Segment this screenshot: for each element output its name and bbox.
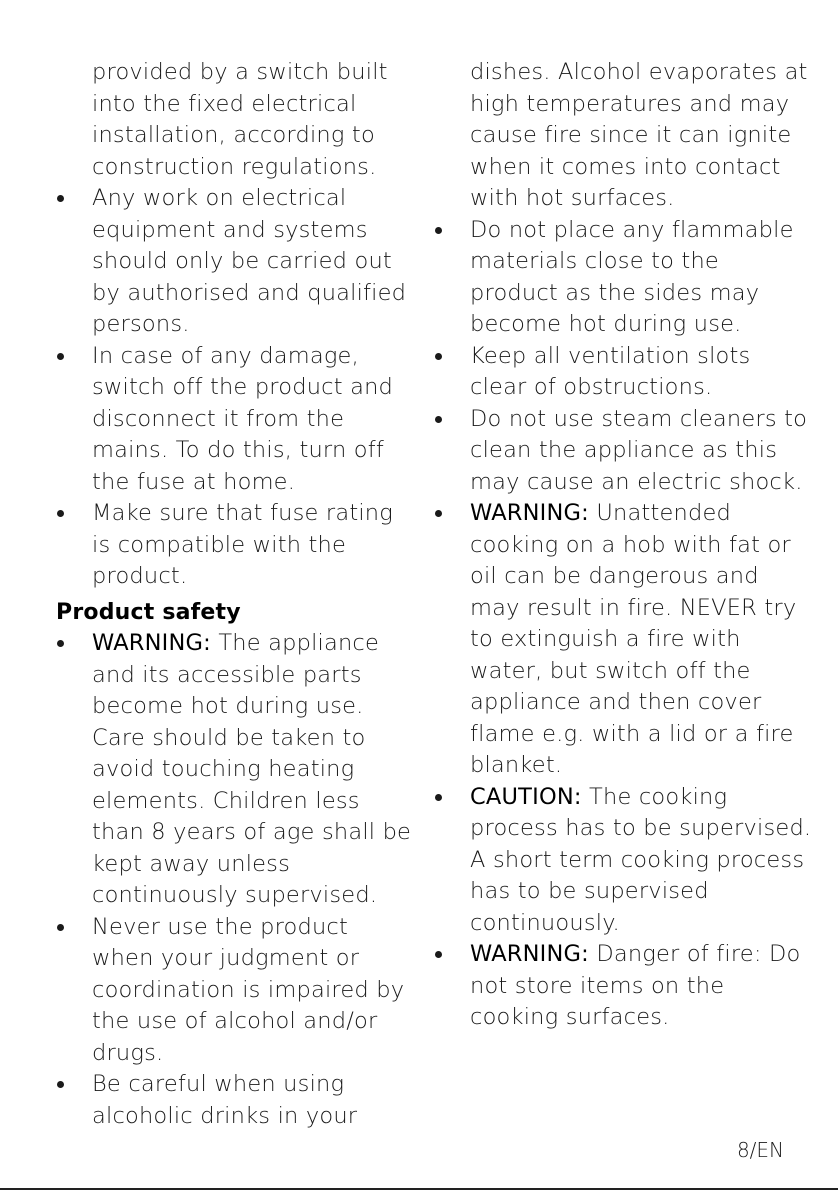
bullet-icon [56,183,93,215]
bullet-icon [56,341,93,373]
list-item [434,341,814,404]
list-item-text: In case of any damage, switch off the product and disconnect it from the mains. To do this, turn off the fuse at home. [92,342,394,495]
list-item-text: Unattended cooking on a hob with fat or oil can be dangerous and may result in fire. NEVER try to extinguish a fire with water, but switch off the appliance and then cover flame e.g. with a lid or a fire blanket. [470,500,797,778]
list-item [56,1069,416,1132]
bullet-icon [56,1069,93,1101]
bullet-icon [434,498,471,530]
list-item-text: Be careful when using alcoholic drinks in your [92,1071,358,1129]
list-item [434,939,814,1034]
list-item [434,782,814,940]
right-column [434,57,814,1034]
list-item [56,628,416,912]
bottom-rule [0,1188,838,1190]
left-column [56,57,416,1132]
list-item-text: Do not use steam cleaners to clean the appliance as this may cause an electric shock. [470,405,808,495]
list-item [434,498,814,782]
list-item [56,341,416,499]
caution-keyword: CAUTION: [470,783,582,810]
bullet-icon [434,341,471,373]
list-item-text: Never use the product when your judgment or coordination is impaired by the use of alcohol and/or drugs. [92,913,405,1066]
list-item-text: The appliance and its accessible parts become hot during use. Care should be taken to avoid touching heating elements. Children less than 8 years of age shall be kept away unless continuously supervised. [92,630,412,908]
bullet-icon [56,912,93,944]
page-number: 8/EN [736,1138,784,1162]
list-item [56,183,416,341]
list-item [56,912,416,1070]
intro-paragraph: dishes. Alcohol evaporates at high temperatures and may cause fire since it can ignite when it comes into contact with hot surfaces. [470,59,808,211]
bullet-icon [434,215,471,247]
bullet-icon [56,498,93,530]
list-item-text: Any work on electrical equipment and systems should only be carried out by authorised and qualified persons. [92,185,407,337]
bullet-icon [434,782,471,814]
section-heading: Product safety [56,599,241,625]
list-item [434,404,814,499]
list-item-text: The cooking process has to be supervised. A short term cooking process has to be supervised continuously. [470,783,812,936]
list-item-text: Do not place any flammable materials close to the product as the sides may become hot during use. [470,216,794,337]
warning-keyword: WARNING: [92,630,211,656]
bullet-icon [56,628,93,660]
list-item [434,215,814,341]
bullet-icon [434,404,471,436]
intro-paragraph: provided by a switch built into the fixed electrical installation, according to construction regulations. [92,59,388,180]
bullet-icon [434,939,471,971]
warning-keyword: WARNING: [470,500,589,526]
list-item-text: Make sure that fuse rating is compatible with the product. [92,500,393,589]
warning-keyword: WARNING: [470,941,589,967]
list-item-text: Keep all ventilation slots clear of obstructions. [470,342,751,400]
list-item [56,498,416,593]
list-item-text: Danger of fire: Do not store items on the cooking surfaces. [470,941,801,1030]
